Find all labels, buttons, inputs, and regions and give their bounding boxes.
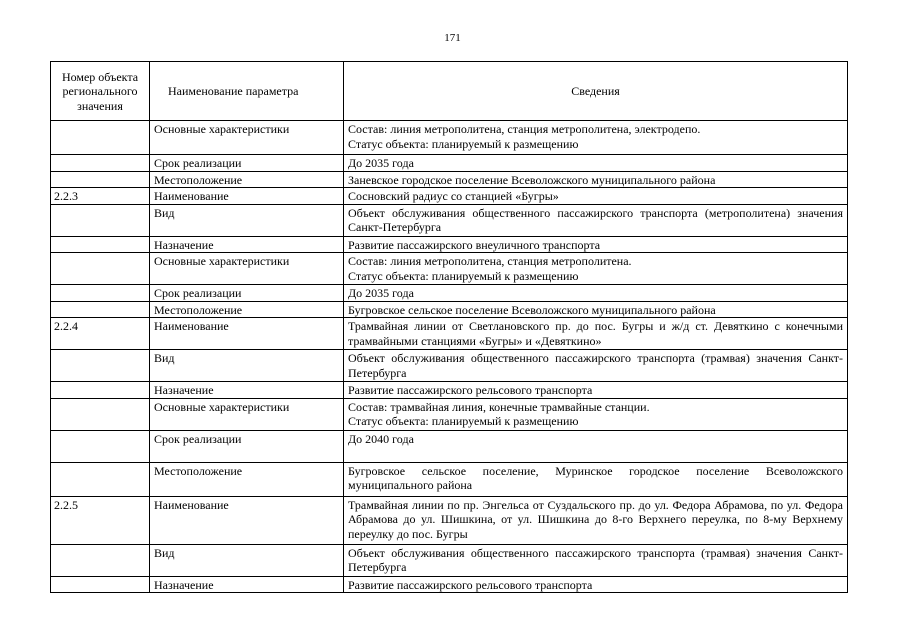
parameter-name-cell: Срок реализации bbox=[150, 155, 344, 172]
info-cell bbox=[344, 544, 848, 576]
object-number-cell bbox=[51, 155, 150, 172]
info-line: Трамвайная линии по пр. Энгельса от Суздальского пр. до ул. Федора Абрамова, по ул. Федора Абрамова до ул. Шишкина, от ул. Шишкина до 8-го Верхнего переулка, по 8-му Верхнему переулку до пос. Бугры bbox=[348, 497, 843, 541]
table-row bbox=[51, 544, 848, 576]
info-line: Трамвайная линии от Светлановского пр. до пос. Бугры и ж/д ст. Девяткино с конечными трамвайными станциями «Бугры» и «Девяткино» bbox=[348, 319, 843, 348]
info-line: Статус объекта: планируемый к размещению bbox=[348, 414, 579, 428]
info-line: Состав: трамвайная линия, конечные трамвайные станции. bbox=[348, 399, 650, 414]
table-row bbox=[51, 301, 848, 318]
info-line: Объект обслуживания общественного пассажирского транспорта (трамвая) значения Санкт-Петербурга bbox=[348, 545, 843, 574]
table-row bbox=[51, 285, 848, 302]
info-line: До 2035 года bbox=[348, 286, 414, 300]
object-number-cell bbox=[51, 171, 150, 188]
page-number: 171 bbox=[444, 32, 461, 44]
table-body bbox=[51, 121, 848, 593]
info-cell bbox=[344, 121, 848, 155]
parameter-name-cell: Наименование bbox=[150, 188, 344, 205]
table-row bbox=[51, 253, 848, 285]
table-row bbox=[51, 382, 848, 399]
info-cell bbox=[344, 204, 848, 236]
table-header-row bbox=[51, 62, 848, 121]
header-parameter-name: Наименование параметра bbox=[150, 62, 344, 121]
info-line: Состав: линия метрополитена, станция метрополитена. bbox=[348, 254, 632, 268]
info-line: Объект обслуживания общественного пассажирского транспорта (трамвая) значения Санкт-Петербурга bbox=[348, 351, 843, 380]
object-number-cell: 2.2.5 bbox=[51, 496, 150, 544]
info-line: До 2040 года bbox=[348, 431, 414, 446]
info-line: Статус объекта: планируемый к размещению bbox=[348, 136, 579, 151]
info-cell bbox=[344, 155, 848, 172]
table-row bbox=[51, 121, 848, 155]
table-row bbox=[51, 576, 848, 593]
info-line: Статус объекта: планируемый к размещению bbox=[348, 268, 579, 283]
table-row bbox=[51, 188, 848, 205]
parameter-name-cell: Назначение bbox=[150, 382, 344, 399]
parameter-name-cell: Основные характеристики bbox=[150, 253, 344, 285]
object-number-cell bbox=[51, 350, 150, 382]
info-cell bbox=[344, 188, 848, 205]
info-cell bbox=[344, 236, 848, 253]
object-number-cell bbox=[51, 253, 150, 285]
info-cell bbox=[344, 576, 848, 593]
parameter-name-cell: Вид bbox=[150, 544, 344, 576]
info-cell bbox=[344, 382, 848, 399]
object-number-cell bbox=[51, 301, 150, 318]
info-cell bbox=[344, 496, 848, 544]
table-row bbox=[51, 496, 848, 544]
parameter-name-cell: Местоположение bbox=[150, 171, 344, 188]
parameter-name-cell: Назначение bbox=[150, 236, 344, 253]
object-number-cell: 2.2.4 bbox=[51, 318, 150, 350]
parameters-table bbox=[50, 61, 848, 593]
table-row bbox=[51, 204, 848, 236]
header-object-number: Номер объекта регионального значения bbox=[51, 62, 150, 121]
table-row bbox=[51, 430, 848, 462]
object-number-cell: 2.2.3 bbox=[51, 188, 150, 205]
info-line: Развитие пассажирского рельсового транспорта bbox=[348, 577, 593, 592]
info-cell bbox=[344, 301, 848, 318]
table-row bbox=[51, 236, 848, 253]
info-cell bbox=[344, 285, 848, 302]
info-line: Состав: линия метрополитена, станция метрополитена, электродепо. bbox=[348, 122, 701, 136]
info-line: До 2035 года bbox=[348, 156, 414, 170]
info-line: Развитие пассажирского рельсового транспорта bbox=[348, 383, 593, 397]
info-cell bbox=[344, 253, 848, 285]
parameter-name-cell: Местоположение bbox=[150, 301, 344, 318]
info-cell bbox=[344, 350, 848, 382]
info-cell bbox=[344, 462, 848, 496]
object-number-cell bbox=[51, 236, 150, 253]
parameter-name-cell: Срок реализации bbox=[150, 430, 344, 462]
parameter-name-cell: Наименование bbox=[150, 496, 344, 544]
object-number-cell bbox=[51, 576, 150, 593]
parameter-name-cell: Наименование bbox=[150, 318, 344, 350]
object-number-cell bbox=[51, 121, 150, 155]
table-row bbox=[51, 462, 848, 496]
info-line: Сосновский радиус со станцией «Бугры» bbox=[348, 189, 559, 203]
object-number-cell bbox=[51, 285, 150, 302]
object-number-cell bbox=[51, 430, 150, 462]
table-row bbox=[51, 171, 848, 188]
parameter-name-cell: Основные характеристики bbox=[150, 398, 344, 430]
info-line: Бугровское сельское поселение, Муринское городское поселение Всеволожского муниципального района bbox=[348, 463, 843, 492]
info-line: Развитие пассажирского внеуличного транспорта bbox=[348, 237, 601, 252]
object-number-cell bbox=[51, 462, 150, 496]
table-row bbox=[51, 398, 848, 430]
table-row bbox=[51, 155, 848, 172]
parameter-name-cell: Вид bbox=[150, 350, 344, 382]
parameter-name-cell: Местоположение bbox=[150, 462, 344, 496]
info-line: Объект обслуживания общественного пассажирского транспорта (метрополитена) значения Санкт-Петербурга bbox=[348, 205, 843, 234]
object-number-cell bbox=[51, 204, 150, 236]
parameter-name-cell: Назначение bbox=[150, 576, 344, 593]
header-info: Сведения bbox=[344, 62, 848, 121]
parameter-name-cell: Основные характеристики bbox=[150, 121, 344, 155]
info-cell bbox=[344, 398, 848, 430]
info-line: Заневское городское поселение Всеволожского муниципального района bbox=[348, 172, 716, 187]
info-cell bbox=[344, 430, 848, 462]
object-number-cell bbox=[51, 382, 150, 399]
table-row bbox=[51, 350, 848, 382]
object-number-cell bbox=[51, 544, 150, 576]
parameter-name-cell: Срок реализации bbox=[150, 285, 344, 302]
info-cell bbox=[344, 318, 848, 350]
object-number-cell bbox=[51, 398, 150, 430]
info-line: Бугровское сельское поселение Всеволожского муниципального района bbox=[348, 302, 716, 317]
table-row bbox=[51, 318, 848, 350]
parameter-name-cell: Вид bbox=[150, 204, 344, 236]
info-cell bbox=[344, 171, 848, 188]
